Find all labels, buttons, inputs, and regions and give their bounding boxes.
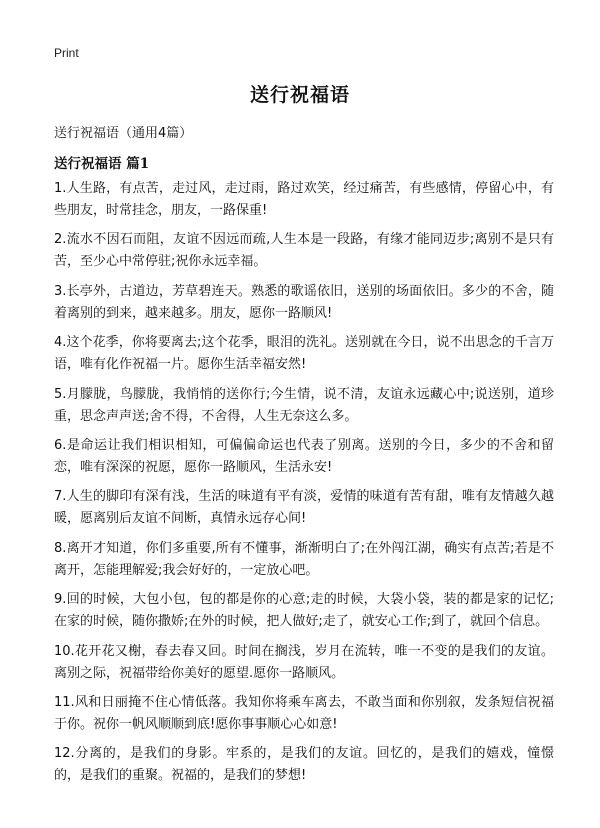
list-item: 10.花开花又榭，春去春又回。时间在搁浅，岁月在流转，唯一不变的是我们的友谊。离别之际，祝福带给你美好的愿望.愿你一路顺风。 <box>54 643 554 681</box>
list-item: 7.人生的脚印有深有浅，生活的味道有平有淡，爱情的味道有苦有甜，唯有友情越久越暖，愿离别后友谊不间断，真情永远存心间! <box>54 489 554 527</box>
list-item: 6.是命运让我们相识相知，可偏偏命运也代表了别离。送别的今日，多少的不舍和留恋，唯有深深的祝愿，愿你一路顺风，生活永安! <box>54 437 554 475</box>
list-item: 4.这个花季，你将要离去;这个花季，眼泪的洗礼。送别就在今日，说不出思念的千言万语，唯有化作祝福一片。愿你生活幸福安然! <box>54 335 554 373</box>
list-item: 9.回的时候，大包小包，包的都是你的心意;走的时候，大袋小袋，装的都是家的记忆;在家的时候，随你撒娇;在外的时候，把人做好;走了，就安心工作;到了，就回个信息。 <box>54 592 554 630</box>
list-item: 1.人生路，有点苦，走过风，走过雨，路过欢笑，经过痛苦，有些感情，停留心中，有些朋友，时常挂念，朋友，一路保重! <box>54 181 554 218</box>
print-link[interactable]: Print <box>54 46 79 60</box>
list-item: 5.月朦胧，鸟朦胧，我悄悄的送你行;今生情，说不清，友谊永远藏心中;说送别，道珍重，思念声声送;舍不得，不舍得，人生无奈这么多。 <box>54 386 554 424</box>
list-item: 8.离开才知道，你们多重要,所有不懂事，渐渐明白了;在外闯江湖，确实有点苦;若是不离开，怎能理解爱;我会好好的，一定放心吧。 <box>54 540 554 578</box>
list-item: 12.分离的，是我们的身影。牢系的，是我们的友谊。回忆的，是我们的嬉戏，憧憬的，是我们的重聚。祝福的，是我们的梦想! <box>54 746 554 784</box>
list-item: 11.风和日丽掩不住心情低落。我知你将乘车离去，不敢当面和你别叙，发条短信祝福于你。祝你一帆风顺顺到底!愿你事事顺心心如意! <box>54 694 554 732</box>
document-subtitle: 送行祝福语（通用4篇） <box>54 126 193 141</box>
list-item: 3.长亭外，古道边，芳草碧连天。熟悉的歌谣依旧，送别的场面依旧。多少的不舍，随着离别的到来，越来越多。朋友，愿你一路顺风! <box>54 283 554 321</box>
list-item: 2.流水不因石而阻，友谊不因远而疏,人生本是一段路，有缘才能同迈步;离别不是只有苦，至少心中常停驻;祝你永远幸福。 <box>54 232 554 270</box>
page-title: 送行祝福语 <box>249 84 350 106</box>
section-heading: 送行祝福语 篇1 <box>54 156 150 172</box>
blessing-list <box>54 178 554 795</box>
